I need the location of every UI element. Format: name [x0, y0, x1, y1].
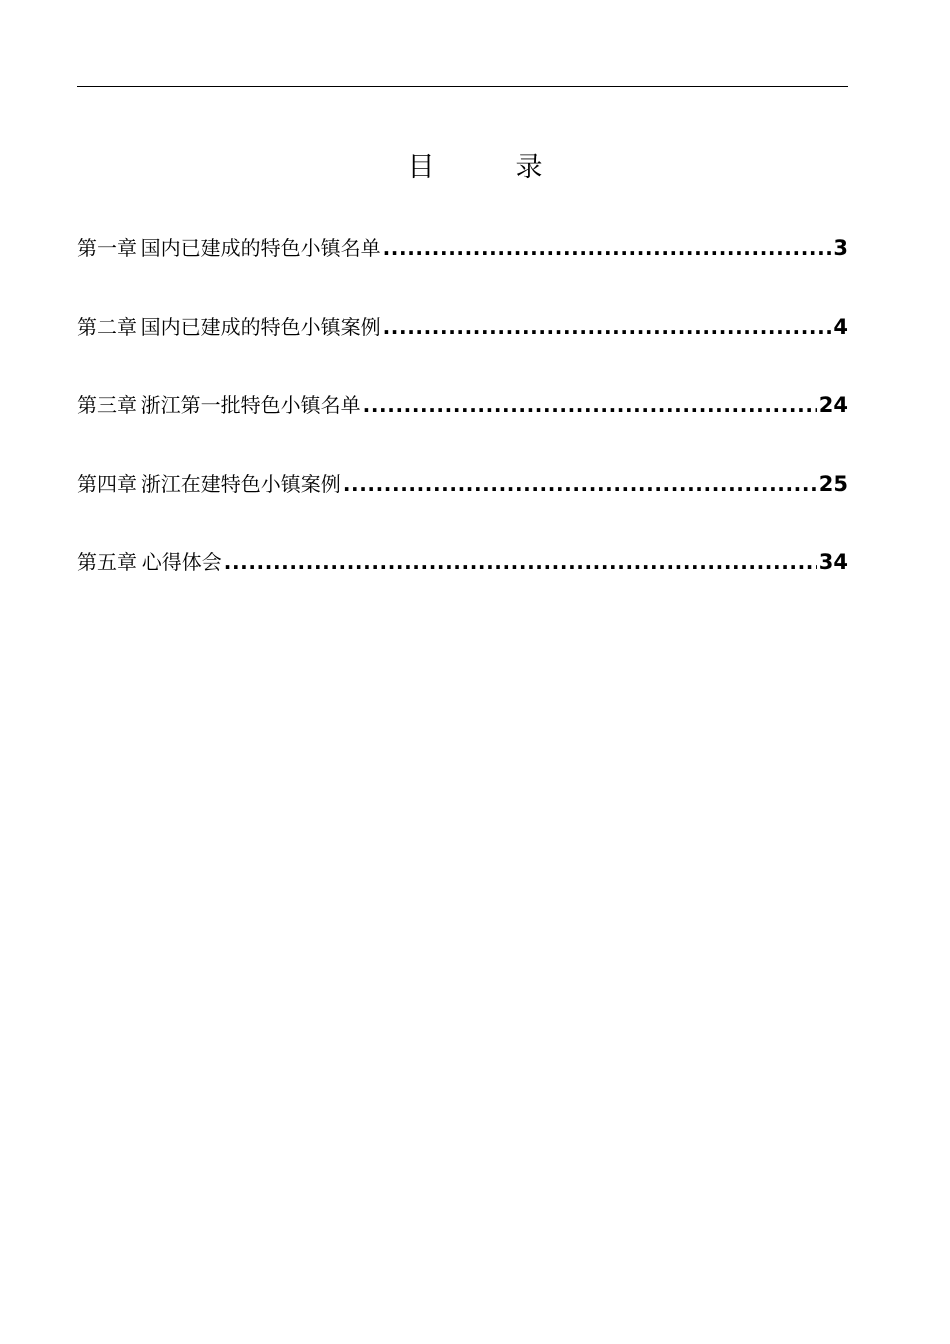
toc-dot-leader	[224, 547, 817, 577]
toc-page-number: 34	[818, 550, 848, 574]
toc-chapter-number: 第二章	[77, 314, 137, 339]
toc-entry[interactable]	[77, 312, 848, 342]
toc-entry[interactable]	[77, 233, 848, 263]
toc-title: 目 录	[407, 152, 543, 184]
toc-chapter-number: 第四章	[77, 471, 137, 496]
toc-list	[77, 233, 848, 626]
toc-entry[interactable]	[77, 390, 848, 420]
toc-chapter-title: 国内已建成的特色小镇名单	[140, 236, 381, 260]
toc-page-number: 3	[833, 236, 848, 260]
toc-dot-leader	[383, 312, 832, 342]
toc-dot-leader	[383, 233, 832, 263]
toc-page-number: 24	[818, 393, 848, 417]
toc-dot-leader	[363, 390, 817, 420]
toc-page-number: 25	[818, 471, 848, 496]
header-rule	[77, 86, 848, 87]
toc-chapter-title: 浙江在建特色小镇案例	[140, 471, 341, 496]
toc-entry[interactable]	[77, 469, 848, 499]
toc-chapter-title: 心得体会	[141, 550, 222, 574]
toc-page-number: 4	[833, 314, 848, 339]
toc-chapter-number: 第一章	[77, 236, 137, 260]
toc-dot-leader	[343, 469, 817, 499]
toc-chapter-number: 第五章	[77, 550, 137, 574]
toc-chapter-title: 浙江第一批特色小镇名单	[140, 393, 361, 417]
toc-chapter-number: 第三章	[77, 393, 137, 417]
toc-chapter-title: 国内已建成的特色小镇案例	[140, 314, 381, 339]
toc-entry[interactable]	[77, 547, 848, 577]
